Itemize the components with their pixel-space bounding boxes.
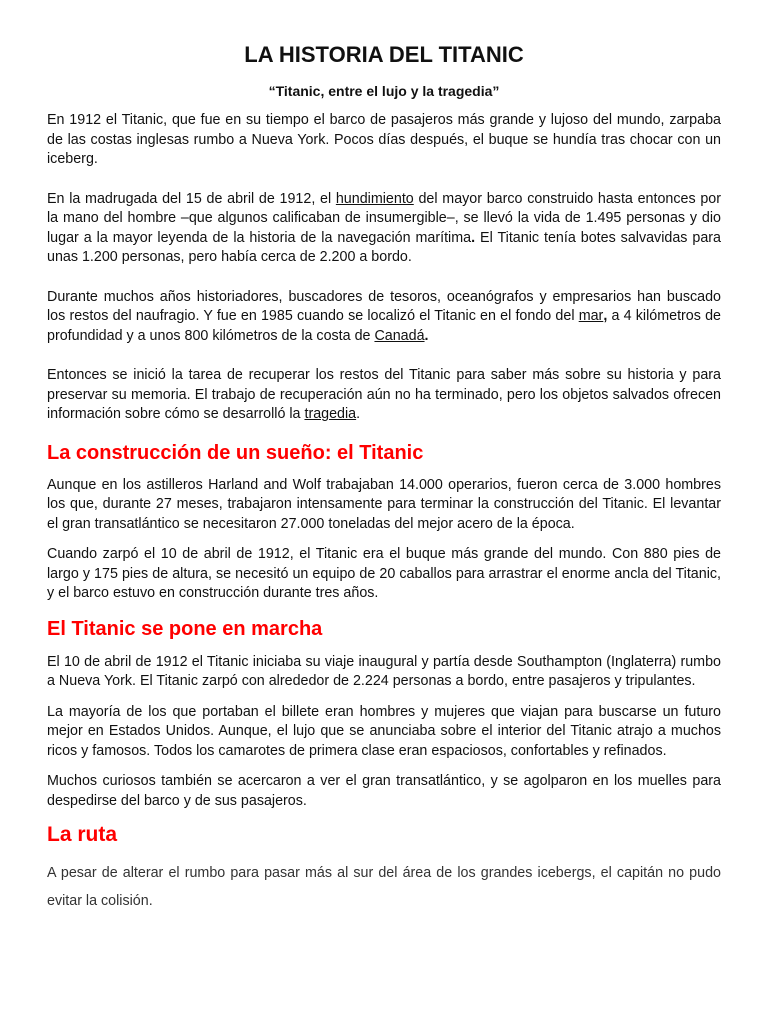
link-tragedia[interactable]: tragedia [304, 406, 357, 422]
intro-paragraph-2 [47, 190, 721, 268]
text-run: Entonces se inició la tarea de recuperar los restos del Titanic para saber más sobre su historia y para preservar su memoria. El trabajo de recuperación aún no ha terminado, pero los objetos salvados ofrecen información sobre cómo se desarrolló la [47, 367, 721, 422]
section-heading-construccion: La construcción de un sueño: el Titanic [47, 441, 424, 464]
text-run: . [471, 229, 476, 246]
link-hundimiento[interactable]: hundimiento [335, 190, 414, 207]
text-run: El Titanic tenía botes salvavidas para unas 1.200 personas, pero había cerca de 2.200 a bordo. [47, 229, 721, 265]
document-subtitle: “Titanic, entre el lujo y la tragedia” [268, 83, 500, 99]
construccion-paragraph-2: Cuando zarpó el 10 de abril de 1912, el Titanic era el buque más grande del mundo. Con 880 pies de largo y 175 pies de altura, se necesitó un equipo de 20 caballos para arrastrar el enorme ancla del Titanic, y el barco estuvo en construcción durante tres años. [47, 546, 721, 601]
marcha-paragraph-2: La mayoría de los que portaban el billete eran hombres y mujeres que viajan para buscarse un futuro mejor en Estados Unidos. Aunque, el lujo que se anunciaba sobre el interior del Titanic atrajo a muchos ricos y famosos. Todos los camarotes de primera clase eran espaciosos, confortables y refinados. [47, 703, 721, 759]
ruta-paragraph-1: A pesar de alterar el rumbo para pasar más al sur del área de los grandes icebergs, el capitán no pudo evitar la colisión. [47, 865, 721, 909]
section-heading-marcha: El Titanic se pone en marcha [47, 617, 323, 640]
link-canada[interactable]: Canadá [374, 327, 425, 344]
text-run: , [603, 308, 608, 324]
document-title: LA HISTORIA DEL TITANIC [244, 42, 524, 67]
text-run: a 4 kilómetros de profundidad y a unos 800 kilómetros de la costa de [47, 308, 721, 344]
intro-paragraph-1: En 1912 el Titanic, que fue en su tiempo el barco de pasajeros más grande y lujoso del mundo, zarpaba de las costas inglesas rumbo a Nueva York. Pocos días después, el buque se hundía tras chocar con un iceberg. [47, 112, 721, 167]
text-run: En la madrugada del 15 de abril de 1912, el [47, 190, 336, 207]
marcha-paragraph-1: El 10 de abril de 1912 el Titanic iniciaba su viaje inaugural y partía desde Southampton (Inglaterra) rumbo a Nueva York. El Titanic zarpó con alrededor de 2.224 personas a bordo, entre pasajeros y tripulantes. [47, 653, 721, 689]
marcha-paragraph-3: Muchos curiosos también se acercaron a ver el gran transatlántico, y se agolparon en los muelles para despedirse del barco y de sus pasajeros. [47, 773, 721, 809]
section-heading-ruta: La ruta [47, 823, 118, 846]
text-run: . [424, 327, 429, 344]
link-mar[interactable]: mar [578, 308, 604, 324]
intro-paragraph-4 [47, 366, 721, 425]
text-run: Durante muchos años historiadores, buscadores de tesoros, oceanógrafos y empresarios han buscado los restos del naufragio. Y fue en 1985 cuando se localizó el Titanic en el fondo del [47, 288, 721, 324]
intro-paragraph-3 [47, 288, 721, 347]
document-page [47, 40, 721, 915]
text-run: . [356, 406, 361, 422]
construccion-paragraph-1: Aunque en los astilleros Harland and Wolf trabajaban 14.000 operarios, fueron cerca de 3.000 hombres los que, durante 27 meses, trabajaron intensamente para terminar la construcción del Titanic. El levantar el gran transatlántico se necesitaron 27.000 toneladas del mejor acero de la época. [47, 476, 721, 532]
text-run: del mayor barco construido hasta entonces por la mano del hombre –que algunos calificaban de insumergible–, se llevó la vida de 1.495 personas y dio lugar a la mayor leyenda de la historia de la navegación marítima [47, 190, 721, 246]
